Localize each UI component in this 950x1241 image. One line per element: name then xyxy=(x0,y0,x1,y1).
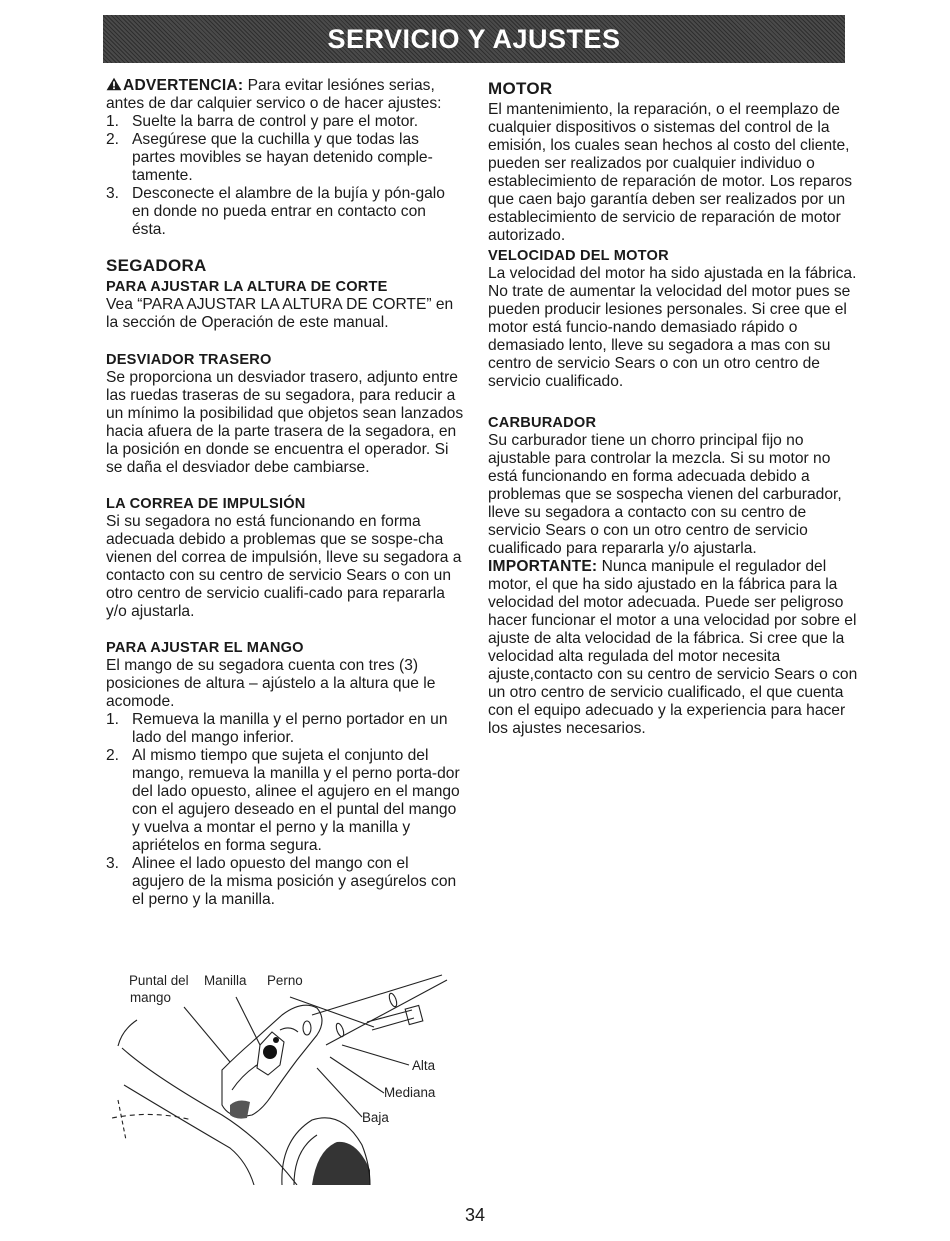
strut-label-line2: mango xyxy=(130,990,171,1005)
important-text: Nunca manipule el regulador del motor, el que ha sido ajustado en la fábrica para la velocidad del motor adecuada. Puede ser peligroso hacer funcionar el motor a una velocidad por sobre el ajuste de alta velocidad de la fábrica. Si cree que la velocidad alta regulada del motor necesita ajuste,contacto con su centro de servicio Sears o con un otro centro de servicio cualificado, el que cuenta con el equipo adecuado y la experiencia para hacer los ajustes necesarios. xyxy=(488,558,858,737)
engine-speed-text: La velocidad del motor ha sido ajustada en la fábrica. No trate de aumentar la velocidad del motor pues se pueden producir lesiones personales. Si cree que el motor está funcio-nando demasiado rápido o demasiado lento, lleve su segadora a mas con su centro de servicio Sears o con un otro centro de servicio cualificado. xyxy=(488,265,857,390)
medium-label: Mediana xyxy=(384,1085,436,1100)
right-column xyxy=(488,79,858,738)
list-item xyxy=(106,113,464,131)
list-text: Desconecte el alambre de la bujía y pón-galo en donde no pueda entrar en contacto con ésta. xyxy=(132,185,445,238)
cutting-height-heading: PARA AJUSTAR LA ALTURA DE CORTE xyxy=(106,279,388,295)
drive-belt-text: Si su segadora no está funcionando en forma adecuada debido a problemas que se sospe-cha vienen del correa de impulsión, lleve su segadora a contacto con su centro de servicio Sears o con un otro centro de servicio cualifi-cado para repararla y/o ajustarla. xyxy=(106,513,462,620)
bolt-label: Perno xyxy=(267,973,303,988)
knob-label: Manilla xyxy=(204,973,247,988)
segadora-heading: SEGADORA xyxy=(106,256,207,275)
list-text: Remueva la manilla y el perno portador en un lado del mango inferior. xyxy=(132,711,448,746)
list-number: 2. xyxy=(106,747,120,764)
carburetor-heading: CARBURADOR xyxy=(488,415,597,431)
handle-adjustment-illustration xyxy=(112,970,472,1185)
engine-speed-heading: VELOCIDAD DEL MOTOR xyxy=(488,248,669,264)
drive-belt-heading: LA CORREA DE IMPULSIÓN xyxy=(106,496,306,512)
list-item xyxy=(106,185,464,239)
warning-triangle-icon xyxy=(106,77,122,91)
handle-intro: El mango de su segadora cuenta con tres (3) posiciones de altura – ajústelo a la altura que le acomode. xyxy=(106,657,436,710)
cutting-height-text: Vea “PARA AJUSTAR LA ALTURA DE CORTE” en la sección de Operación de este manual. xyxy=(106,296,454,331)
low-label: Baja xyxy=(362,1110,389,1125)
list-item xyxy=(106,131,464,185)
list-item xyxy=(106,855,464,909)
warning-paragraph xyxy=(106,77,464,113)
motor-heading: MOTOR xyxy=(488,79,553,98)
warning-intro: Para evitar lesiónes serias, antes de dar calquier servico o de hacer ajustes: xyxy=(106,77,442,112)
important-label: IMPORTANTE: xyxy=(488,558,598,575)
section-banner xyxy=(103,15,845,63)
list-number: 3. xyxy=(106,185,120,202)
page-title: SERVICIO Y AJUSTES xyxy=(327,23,621,54)
high-label: Alta xyxy=(412,1058,436,1073)
carburetor-text: Su carburador tiene un chorro principal fijo no ajustable para controlar la mezcla. Si su motor no está funcionando en forma adecuada debido a problemas que se sospecha vienen del carburador, lleve su segadora a contacto con su centro de servicio Sears o con un otro centro de servicio cualificado para repararla y/o ajustarla. xyxy=(488,432,842,557)
warning-label: ADVERTENCIA: xyxy=(123,77,244,94)
strut-label-line1: Puntal del xyxy=(129,973,189,988)
warning-steps xyxy=(106,113,464,239)
list-number: 1. xyxy=(106,711,120,728)
motor-text: El mantenimiento, la reparación, o el reemplazo de cualquier dispositivos o sistemas del control de la emisión, los cuales sean hechos al costo del cliente, pueden ser realizados por cualquier individuo o establecimiento de reparación de motor. Los reparos que caen bajo garantía deben ser realizados por un establecimiento de servicio de reparación de motor autorizado. xyxy=(488,101,853,244)
handle-heading: PARA AJUSTAR EL MANGO xyxy=(106,640,304,656)
rear-deflector-text: Se proporciona un desviador trasero, adjunto entre las ruedas traseras de su segadora, para reducir a un mínimo la posibilidad que objetos sean lanzados hacia afuera de la parte trasera de la segadora, en la posición en donde se encuentra el operador. Si se daña el desviador debe cambiarse. xyxy=(106,369,464,476)
rear-deflector-heading: DESVIADOR TRASERO xyxy=(106,352,272,368)
list-number: 3. xyxy=(106,855,120,872)
handle-steps xyxy=(106,711,464,909)
list-item xyxy=(106,711,464,747)
list-text: Alinee el lado opuesto del mango con el agujero de la misma posición y asegúrelos con el perno y la manilla. xyxy=(132,855,457,908)
left-column xyxy=(106,77,464,909)
list-number: 1. xyxy=(106,113,120,130)
list-number: 2. xyxy=(106,131,120,148)
list-text: Asegúrese que la cuchilla y que todas las partes movibles se hayan detenido comple-tamente. xyxy=(132,131,433,184)
list-text: Suelte la barra de control y pare el motor. xyxy=(132,113,419,130)
page-number: 34 xyxy=(464,1205,486,1225)
list-text: Al mismo tiempo que sujeta el conjunto del mango, remueva la manilla y el perno porta-dor del lado opuesto, alinee el agujero en el mango con el agujero deseado en el puntal del mango y vuelva a montar el perno y la manilla y apriételos en forma segura. xyxy=(132,747,460,854)
list-item xyxy=(106,747,464,855)
important-paragraph xyxy=(488,558,858,738)
